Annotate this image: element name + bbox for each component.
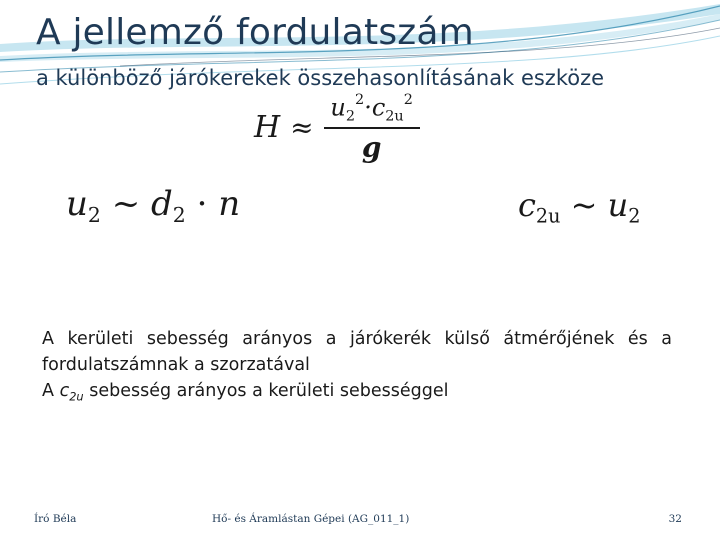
body-paragraph-2-prefix: A (42, 381, 54, 401)
inline-symbol-c2u: $c_{2u}$ (59, 381, 84, 404)
body-paragraph-1: A kerületi sebesség arányos a járókerék külső átmérőjének és a fordulatszámnak a szorzatával (42, 329, 672, 375)
slide-subtitle: a különböző járókerekek összehasonlításának eszköze (36, 66, 605, 90)
body-paragraph-2-rest: sebesség arányos a kerületi sebességgel (89, 381, 449, 401)
formula-c2u-proportional: $c_{2u}$ ~ $u_2$ (518, 186, 641, 228)
formula-lhs-H: H (254, 110, 281, 146)
footer-course: Hő- és Áramlástan Gépei (AG_011_1) (212, 513, 410, 525)
body-text (42, 326, 672, 410)
formula-fraction (324, 92, 420, 164)
slide-title: A jellemző fordulatszám (36, 12, 474, 53)
formula-numerator: $u_2^2\cdot c_{2u}^2$ (330, 92, 413, 125)
head-formula (254, 92, 420, 164)
formula-approx-sign: ≈ (290, 111, 314, 145)
body-paragraph-2 (42, 378, 672, 410)
formula-u2-proportional: $u_2$ ~ $d_2 \cdot n$ (66, 184, 241, 228)
formula-denominator: g (361, 130, 382, 164)
footer-page-number: 32 (668, 513, 682, 525)
footer-author: Író Béla (34, 513, 77, 525)
